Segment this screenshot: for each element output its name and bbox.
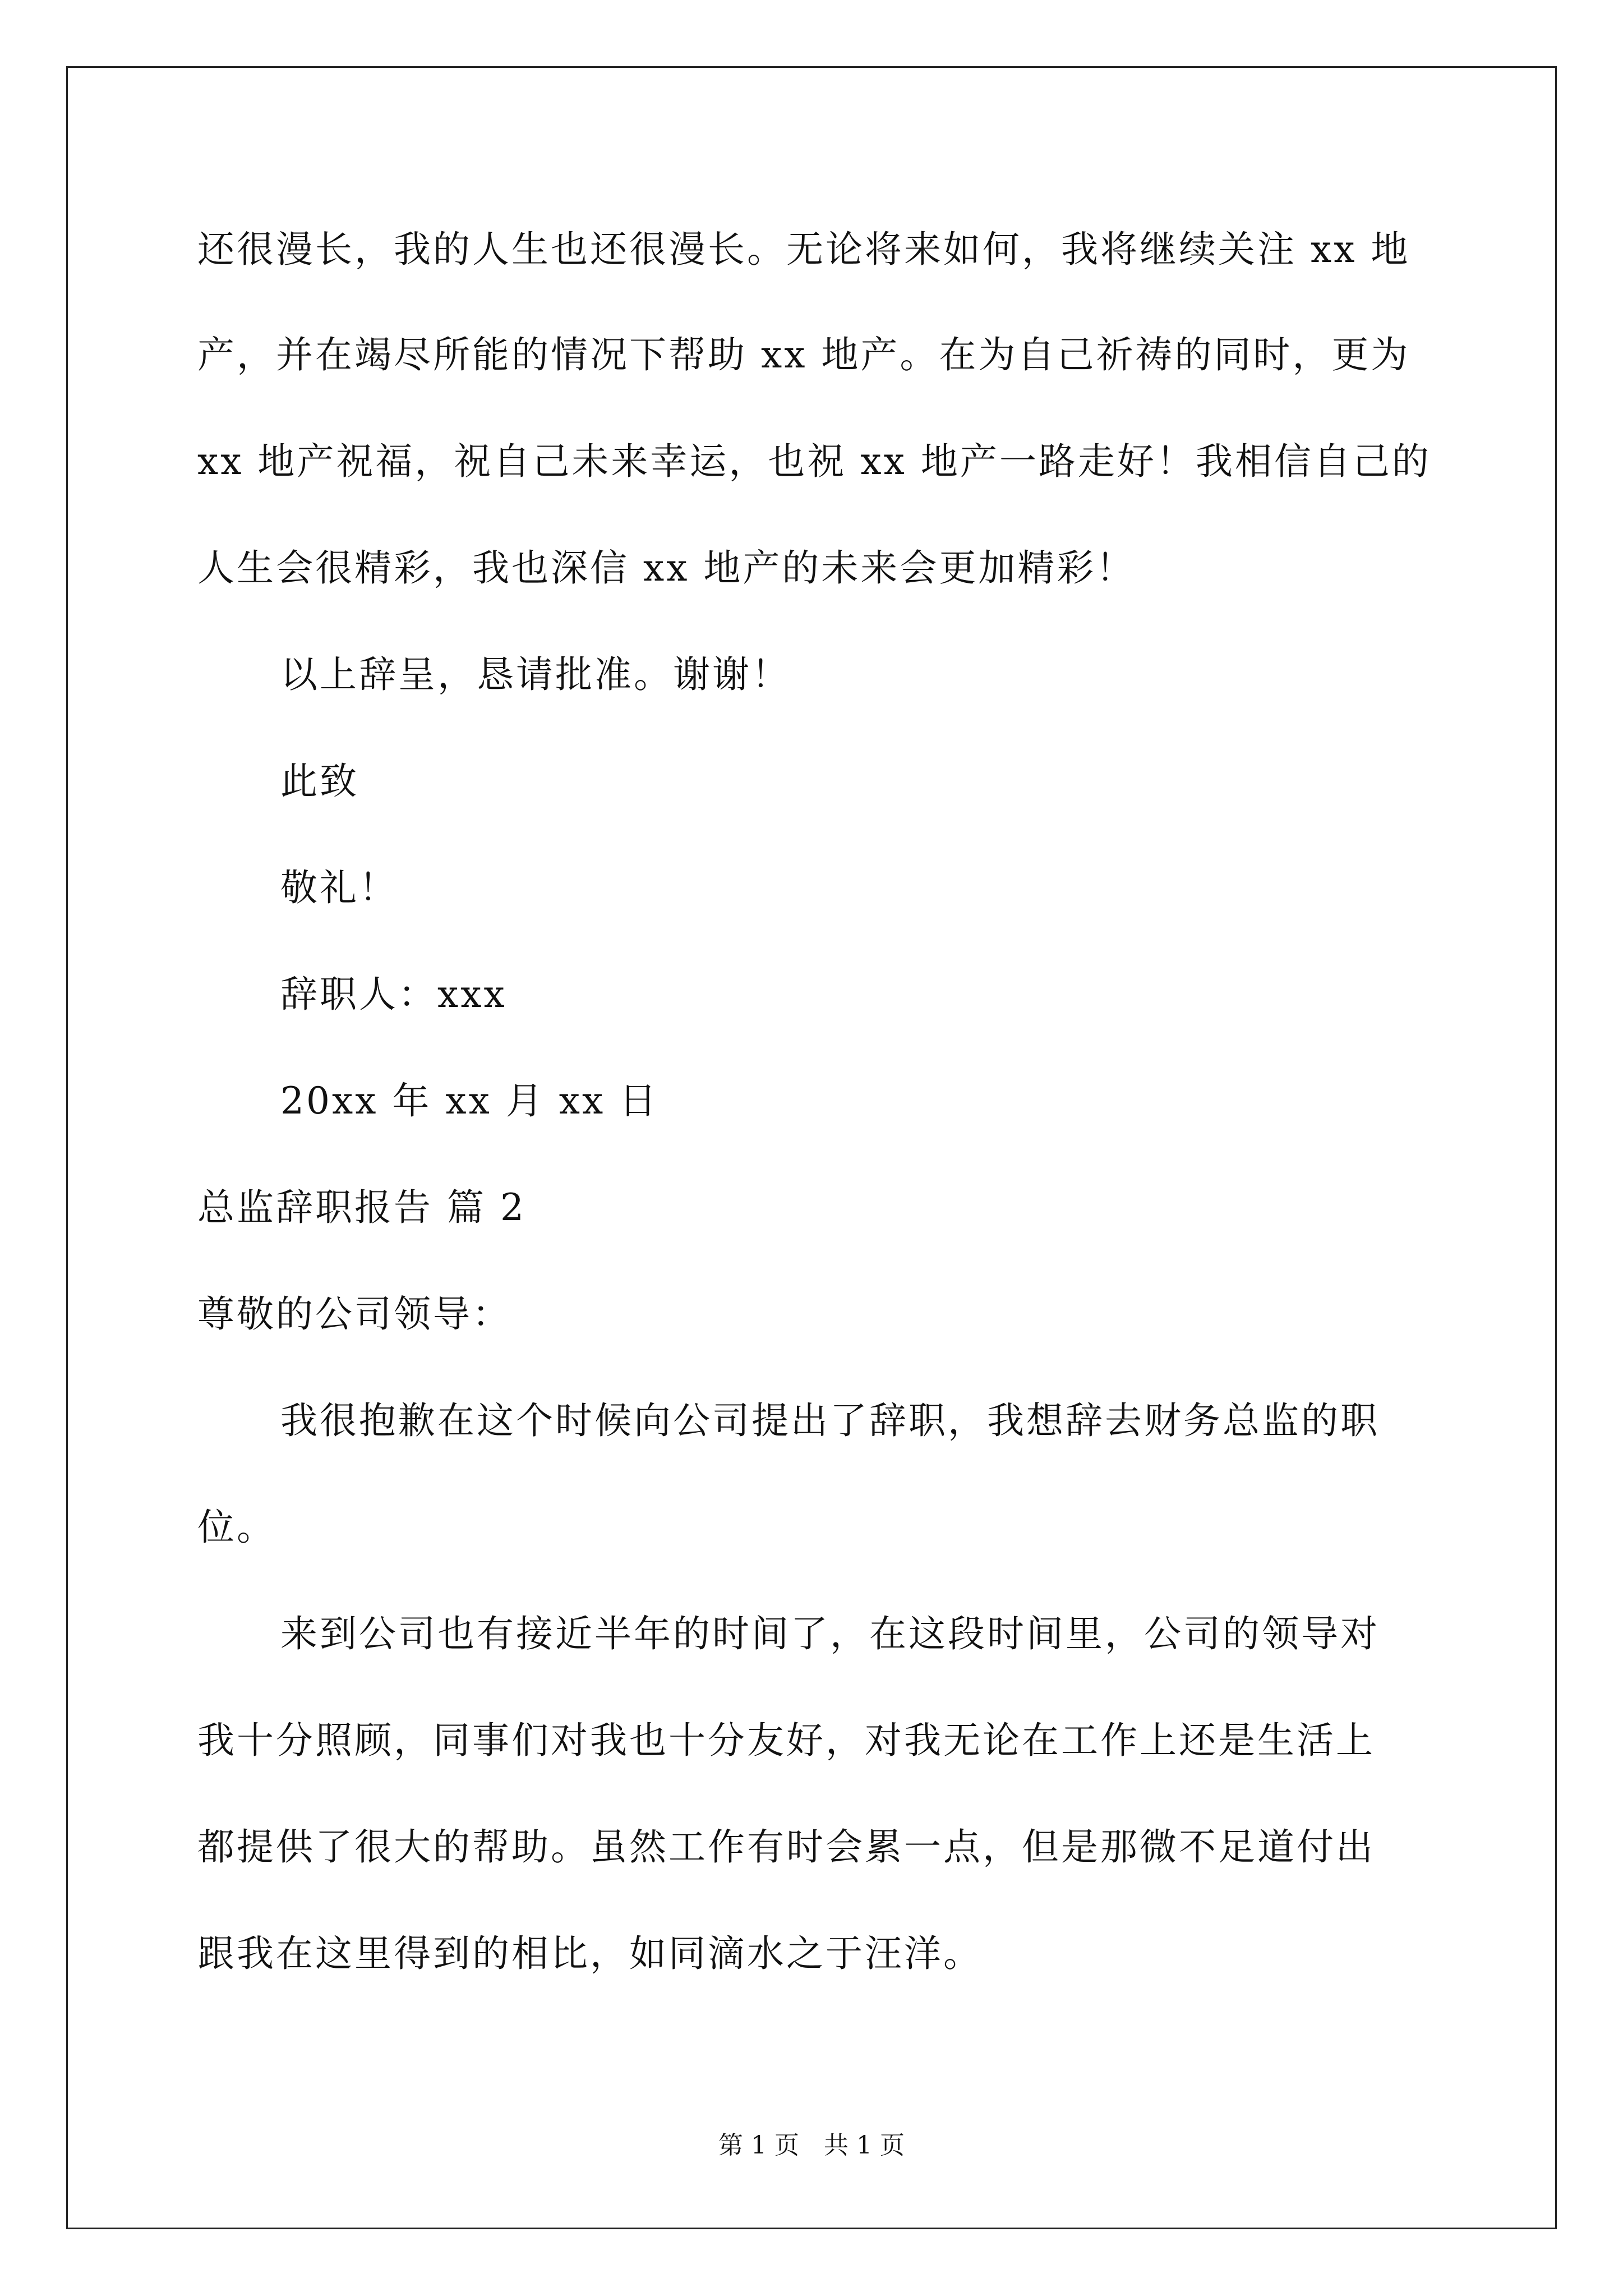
salutation-cizhi: 此致 — [280, 760, 359, 803]
closing-request: 以上辞呈，恳请批准。谢谢！ — [280, 653, 791, 696]
body-line-12: 我很抱歉在这个时候向公司提出了辞职，我想辞去财务总监的职 — [280, 1399, 1380, 1442]
body-line-16: 都提供了很大的帮助。虽然工作有时会累一点，但是那微不足道付出 — [197, 1825, 1375, 1869]
page-border — [66, 66, 1557, 2229]
body-line-3: xx 地产祝福，祝自己未来幸运，也祝 xx 地产一路走好！我相信自己的 — [197, 440, 1431, 483]
body-line-1: 还很漫长，我的人生也还很漫长。无论将来如何，我将继续关注 xx 地 — [197, 228, 1410, 271]
page-number-footer: 第 1 页 共 1 页 — [718, 2131, 905, 2160]
body-line-14: 来到公司也有接近半年的时间了，在这段时间里，公司的领导对 — [280, 1612, 1380, 1655]
signature-date: 20xx 年 xx 月 xx 日 — [280, 1079, 659, 1122]
body-line-17: 跟我在这里得到的相比，如同滴水之于汪洋。 — [197, 1932, 983, 1975]
greeting: 尊敬的公司领导： — [197, 1292, 511, 1336]
body-line-13: 位。 — [197, 1506, 276, 1549]
section-heading: 总监辞职报告 篇 2 — [197, 1186, 526, 1229]
signature-name: 辞职人：xxx — [280, 973, 507, 1016]
body-line-4: 人生会很精彩，我也深信 xx 地产的未来会更加精彩！ — [197, 546, 1136, 590]
body-line-2: 产，并在竭尽所能的情况下帮助 xx 地产。在为自己祈祷的同时，更为 — [197, 333, 1410, 376]
salutation-jingli: 敬礼！ — [280, 866, 398, 909]
body-line-15: 我十分照顾，同事们对我也十分友好，对我无论在工作上还是生活上 — [197, 1719, 1375, 1762]
